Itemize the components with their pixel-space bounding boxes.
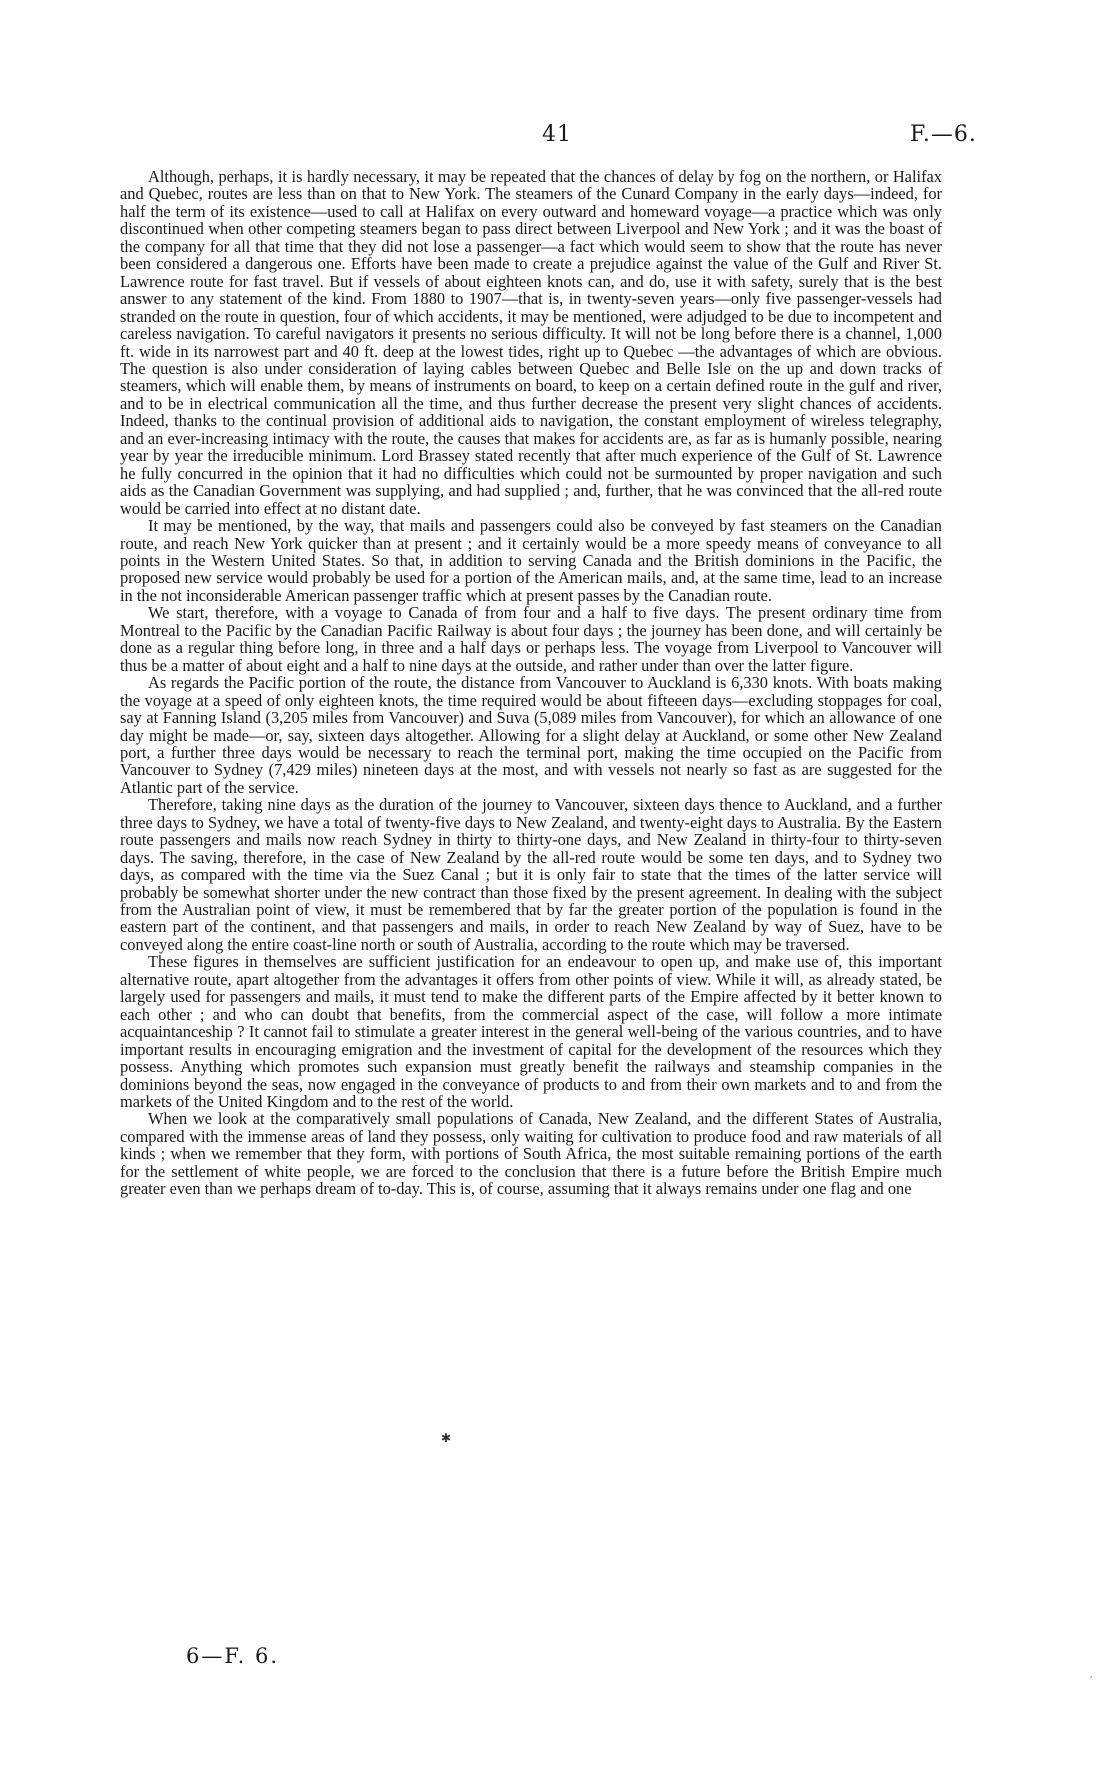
paragraph-pacific-portion: As regards the Pacific portion of the route, the distance from Vancouver to Auckland is 6,330 knots. With boats making the voyage at a speed of only eighteen knots, the time required would be about fifteeen days—excluding stoppages for coal, say at Fanning Island (3,205 miles from Vancouver) and Suva (5,089 miles from Vancouver), for which an allowance of one day might be made—or, say, sixteen days altogether. Allowing for a slight delay at Auckland, or some other New Zealand port, a further three days would be necessary to reach the terminal port, making the time occupied on the Pacific from Vancouver to Sydney (7,429 miles) nineteen days at the most, and with vessels not nearly so fast as are suggested for the Atlantic part of the service.	[120, 673, 942, 797]
paragraph-future-empire: When we look at the comparatively small populations of Canada, New Zealand, and the different States of Australia, compared with the immense areas of land they possess, only waiting for cultivation to produce food and raw materials of all kinds ; when we remember that they form, with portions of South Africa, the most suitable remaining portions of the earth for the settlement of white people, we are forced to the conclusion that there is a future before the British Empire much greater even than we perhaps dream of to-day. This is, of course, assuming that it always remains under one flag and one	[120, 1109, 942, 1199]
paragraph-voyage-to-canada: We start, therefore, with a voyage to Canada of from four and a half to five days. The present ordinary time from Montreal to the Pacific by the Canadian Pacific Railway is about four days ; the journey has been done, and will certainly be done as a regular thing before long, in three and a half days or perhaps less. The voyage from Liverpool to Vancouver will thus be a matter of about eight and a half to nine days at the outside, and rather under than over the latter figure.	[120, 603, 942, 675]
paper-reference: F.—6.	[910, 122, 977, 147]
paragraph-new-york-mails: It may be mentioned, by the way, that mails and passengers could also be conveyed by fast steamers on the Canadian route, and reach New York quicker than at present ; and it certainly would be a more speedy means of conveyance to all points in the Western United States. So that, in addition to serving Canada and the British dominions in the Pacific, the proposed new service would probably be used for a portion of the American mails, and, at the same time, lead to an increase in the not inconsiderable American passenger traffic which at present passes by the Canadian route.	[120, 516, 942, 605]
paragraph-total-journey: Therefore, taking nine days as the duration of the journey to Vancouver, sixteen days thence to Auckland, and a further three days to Sydney, we have a total of twenty-five days to New Zealand, and twenty-eight days to Australia. By the Eastern route passengers and mails now reach Sydney in thirty to thirty-one days, and New Zealand in thirty-four to thirty-seven days. The saving, therefore, in the case of New Zealand by the all-red route would be some ten days, and to Sydney two days, as compared with the time via the Suez Canal ; but it is only fair to state that the times of the latter service will probably be somewhat shorter under the new contract than those fixed by the present agreement. In dealing with the subject from the Australian point of view, it must be remembered that by far the greater portion of the population is found in the eastern part of the continent, and that passengers and mails, in order to reach New Zealand by way of Suez, have to be conveyed along the entire coast-line north or south of Australia, according to the route which may be traversed.	[120, 795, 942, 954]
paragraph-fog-delay: Although, perhaps, it is hardly necessary, it may be repeated that the chances of delay by fog on the northern, or Halifax and Quebec, routes are less than on that to New York. The steamers of the Cunard Company in the early days—indeed, for half the term of its existence—used to call at Halifax on every outward and homeward voyage—a practice which was only discontinued when other competing steamers began to pass direct between Liverpool and New York ; and it was the boast of the company for all that time that they did not lose a passenger—a fact which would seem to show that the route has never been considered a dangerous one. Efforts have been made to create a prejudice against the value of the Gulf and River St. Lawrence route for fast travel. But if vessels of about eighteen knots can, and do, use it with safety, surely that is the best answer to any statement of the kind. From 1880 to 1907—that is, in twenty-seven years—only five passenger-vessels had stranded on the route in question, four of which accidents, it may be mentioned, were adjudged to be due to incompetent and careless navigation. To careful navigators it presents no serious difficulty. It will not be long before there is a channel, 1,000 ft. wide in its narrowest part and 40 ft. deep at the lowest tides, right up to Quebec —the advantages of which are obvious. The question is also under consideration of laying cables between Quebec and Belle Isle on the up and down tracks of steamers, which will enable them, by means of instruments on board, to keep on a certain defined route in the gulf and river, and to be in electrical communication all the time, and thus further decrease the present very slight chances of accidents. Indeed, thanks to the continual provision of additional aids to navigation, the constant employment of wireless telegraphy, and an ever-increasing intimacy with the route, the causes that makes for accidents are, as far as is humanly possible, nearing year by year the irreducible minimum. Lord Brassey stated recently that after much experience of the Gulf of St. Lawrence he fully concurred in the opinion that it had no difficulties which could not be surmounted by proper navigation and such aids as the Canadian Government was supplying, and had supplied ; and, further, that he was convinced that the all-red route would be carried into effect at no distant date.	[120, 167, 942, 518]
signature-reference: 6—F. 6.	[186, 1644, 280, 1668]
stray-ink-mark: ′	[1090, 1676, 1093, 1687]
paragraph-justification: These figures in themselves are sufficient justification for an endeavour to open up, and make use of, this important alternative route, apart altogether from the advantages it offers from other points of view. While it will, as already stated, be largely used for passengers and mails, it must tend to make the different parts of the Empire affected by it better known to each other ; and who can doubt that benefits, from the commercial aspect of the case, will follow a more intimate acquaintanceship ? It cannot fail to stimulate a greater interest in the general well-being of the various countries, and to have important results in encouraging emigration and the investment of capital for the development of the resources which they possess. Anything which promotes such expansion must greatly benefit the railways and steamship companies in the dominions beyond the seas, now engaged in the conveyance of products to and from their own markets and to and from the markets of the United Kingdom and to the rest of the world.	[120, 952, 942, 1112]
stray-ink-mark: ✱	[441, 1431, 452, 1445]
body-text	[120, 168, 942, 1198]
page-number: 41	[542, 122, 572, 147]
